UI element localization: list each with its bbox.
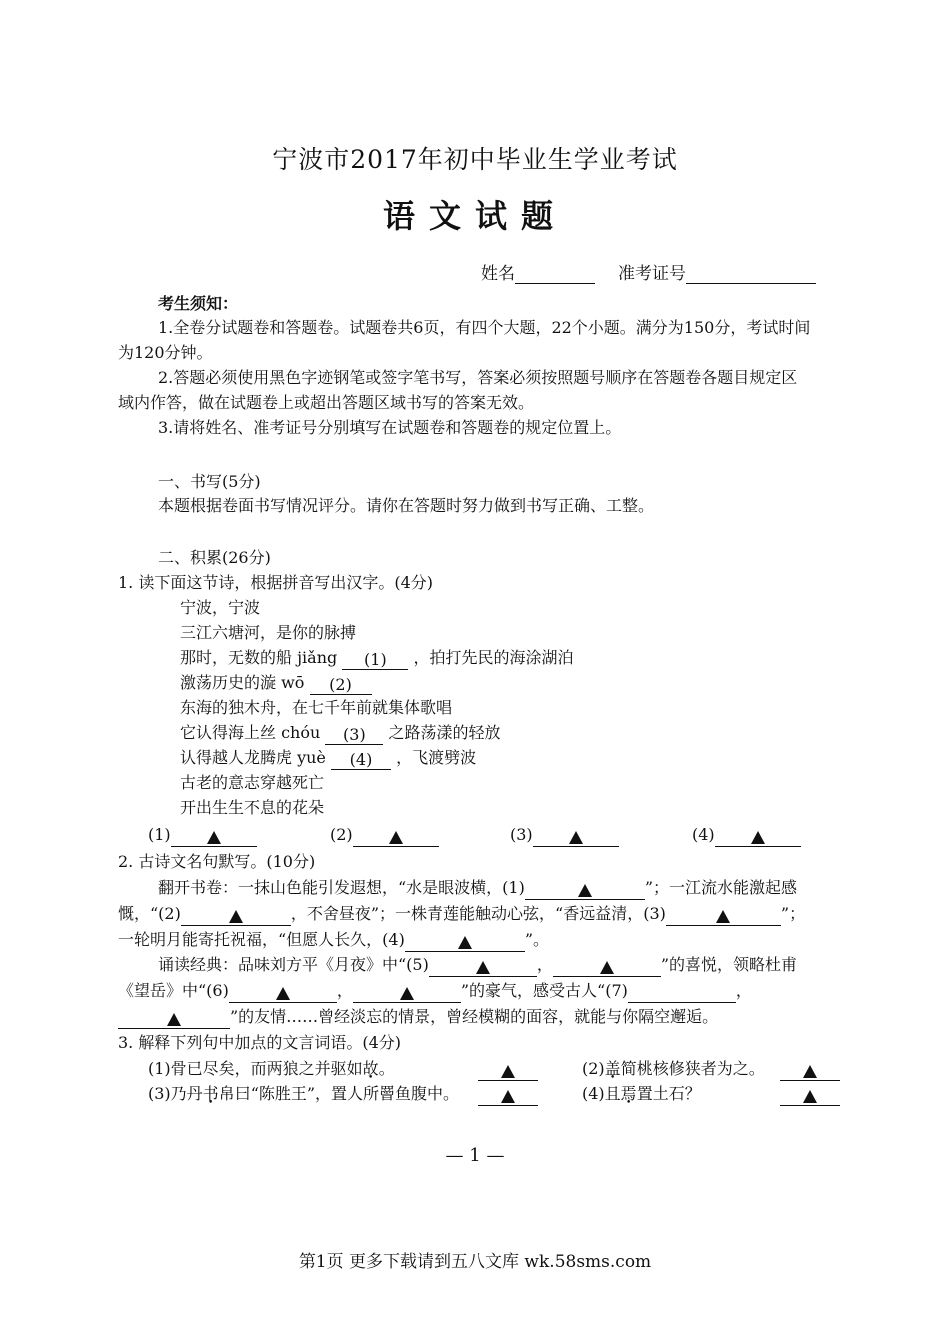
- notice-item2-cont: 域内作答，做在试题卷上或超出答题区域书写的答案无效。: [118, 393, 535, 412]
- answer-triangle-icon: [803, 1090, 817, 1103]
- notice-item2: 2.答题必须使用黑色字迹钢笔或签字笔书写，答案必须按照题号顺序在答题卷各题目规定区: [158, 368, 798, 387]
- answer-triangle-icon: [167, 1013, 181, 1026]
- poem-line: 东海的独木舟，在七千年前就集体歌唱: [180, 698, 453, 717]
- poem-line: 三江六塘河，是你的脉搏: [180, 623, 357, 642]
- answer-slot-3: (3): [510, 823, 619, 847]
- q2-para: 《望岳》中“(6) ， ”的豪气，感受古人“(7) ，: [118, 979, 752, 1003]
- q2-prompt: 2. 古诗文名句默写。(10分): [118, 852, 316, 871]
- poem-line: 宁波，宁波: [180, 598, 261, 617]
- answer-triangle-icon: [207, 831, 221, 844]
- name-field: [481, 259, 595, 284]
- poem-line: 它认得海上丝 chóu (3) 之路荡漾的轻放: [180, 723, 501, 744]
- q2-para: 诵读经典：品味刘方平《月夜》中“(5) ， ”的喜悦，领略杜甫: [158, 953, 797, 977]
- footer-text: 第1页 更多下载请到五八文库 wk.58sms.com: [298, 1252, 652, 1272]
- q3-prompt: 3. 解释下列句中加点的文言词语。(4分): [118, 1033, 402, 1052]
- blank-2: (2): [310, 676, 372, 695]
- notice-heading: 考生须知：: [158, 294, 239, 313]
- answer-triangle-icon: [476, 961, 490, 974]
- answer-triangle-icon: [600, 961, 614, 974]
- q1-prompt: 1. 读下面这节诗，根据拼音写出汉字。(4分): [118, 573, 434, 592]
- answer-triangle-icon: [569, 831, 583, 844]
- poem-line: 开出生生不息的花朵: [180, 798, 325, 817]
- answer-triangle-icon: [400, 987, 414, 1000]
- blank-1: (1): [342, 651, 408, 670]
- answer-triangle-icon: [716, 910, 730, 923]
- answer-triangle-icon: [276, 987, 290, 1000]
- q2-para: 一轮明月能寄托祝福，“但愿人长久，(4) ”。: [118, 928, 549, 952]
- blank-3: (3): [325, 726, 383, 745]
- answer-triangle-icon: [578, 884, 592, 897]
- exam-title: 宁波市2017年初中毕业生学业考试: [272, 145, 678, 174]
- notice-item1-cont: 为120分钟。: [118, 343, 213, 362]
- answer-triangle-icon: [389, 831, 403, 844]
- id-field: [618, 259, 816, 284]
- q2-para: 翻开书卷：一抹山色能引发遐想，“水是眼波横，(1) ”；一江流水能激起感: [158, 876, 797, 900]
- name-label: 姓名: [481, 264, 515, 284]
- notice-item1: 1.全卷分试题卷和答题卷。试题卷共6页，有四个大题，22个小题。满分为150分，考试时间: [158, 318, 811, 337]
- answer-triangle-icon: [803, 1065, 817, 1078]
- answer-triangle-icon: [751, 831, 765, 844]
- q2-para: 慨，“(2) ，不舍昼夜”；一株青莲能触动心弦，“香远益清，(3) ”；: [118, 902, 805, 926]
- poem-line: 激荡历史的漩 wō (2): [180, 671, 372, 695]
- q3-item-1: (1)骨已尽矣，而两狼之并驱如故。: [148, 1059, 395, 1078]
- poem-line: 那时，无数的船 jiǎng (1) ，拍打先民的海涂湖泊: [180, 648, 574, 669]
- poem-line: 认得越人龙腾虎 yuè (4) ，飞渡劈波: [180, 748, 477, 769]
- answer-slot-4: (4): [692, 823, 801, 847]
- answer-triangle-icon: [501, 1065, 515, 1078]
- q3-item-2: (2)盖简桃核修狭者为之。: [582, 1059, 765, 1078]
- answer-triangle-icon: [229, 910, 243, 923]
- poem-line: 古老的意志穿越死亡: [180, 773, 325, 792]
- q3-item-4: (4)且焉置土石？: [582, 1084, 701, 1103]
- answer-slot-2: (2): [330, 823, 439, 847]
- blank-4: (4): [331, 751, 391, 770]
- answer-triangle-icon: [458, 936, 472, 949]
- q3-item-3: (3)乃丹书帛曰“陈胜王”，置人所罾鱼腹中。: [148, 1084, 460, 1103]
- q2-para: ”的友情……曾经淡忘的情景，曾经模糊的面容，就能与你隔空邂逅。: [118, 1005, 718, 1029]
- page-number: — 1 —: [445, 1145, 505, 1166]
- exam-subject: 语文试题: [382, 197, 567, 235]
- answer-slot-1: (1): [148, 823, 257, 847]
- answer-triangle-icon: [501, 1090, 515, 1103]
- section1-heading: 一、书写(5分): [158, 472, 261, 491]
- id-label: 准考证号: [618, 264, 686, 284]
- notice-item3: 3.请将姓名、准考证号分别填写在试题卷和答题卷的规定位置上。: [158, 418, 622, 437]
- section2-heading: 二、积累(26分): [158, 548, 271, 567]
- section1-text: 本题根据卷面书写情况评分。请你在答题时努力做到书写正确、工整。: [158, 496, 655, 515]
